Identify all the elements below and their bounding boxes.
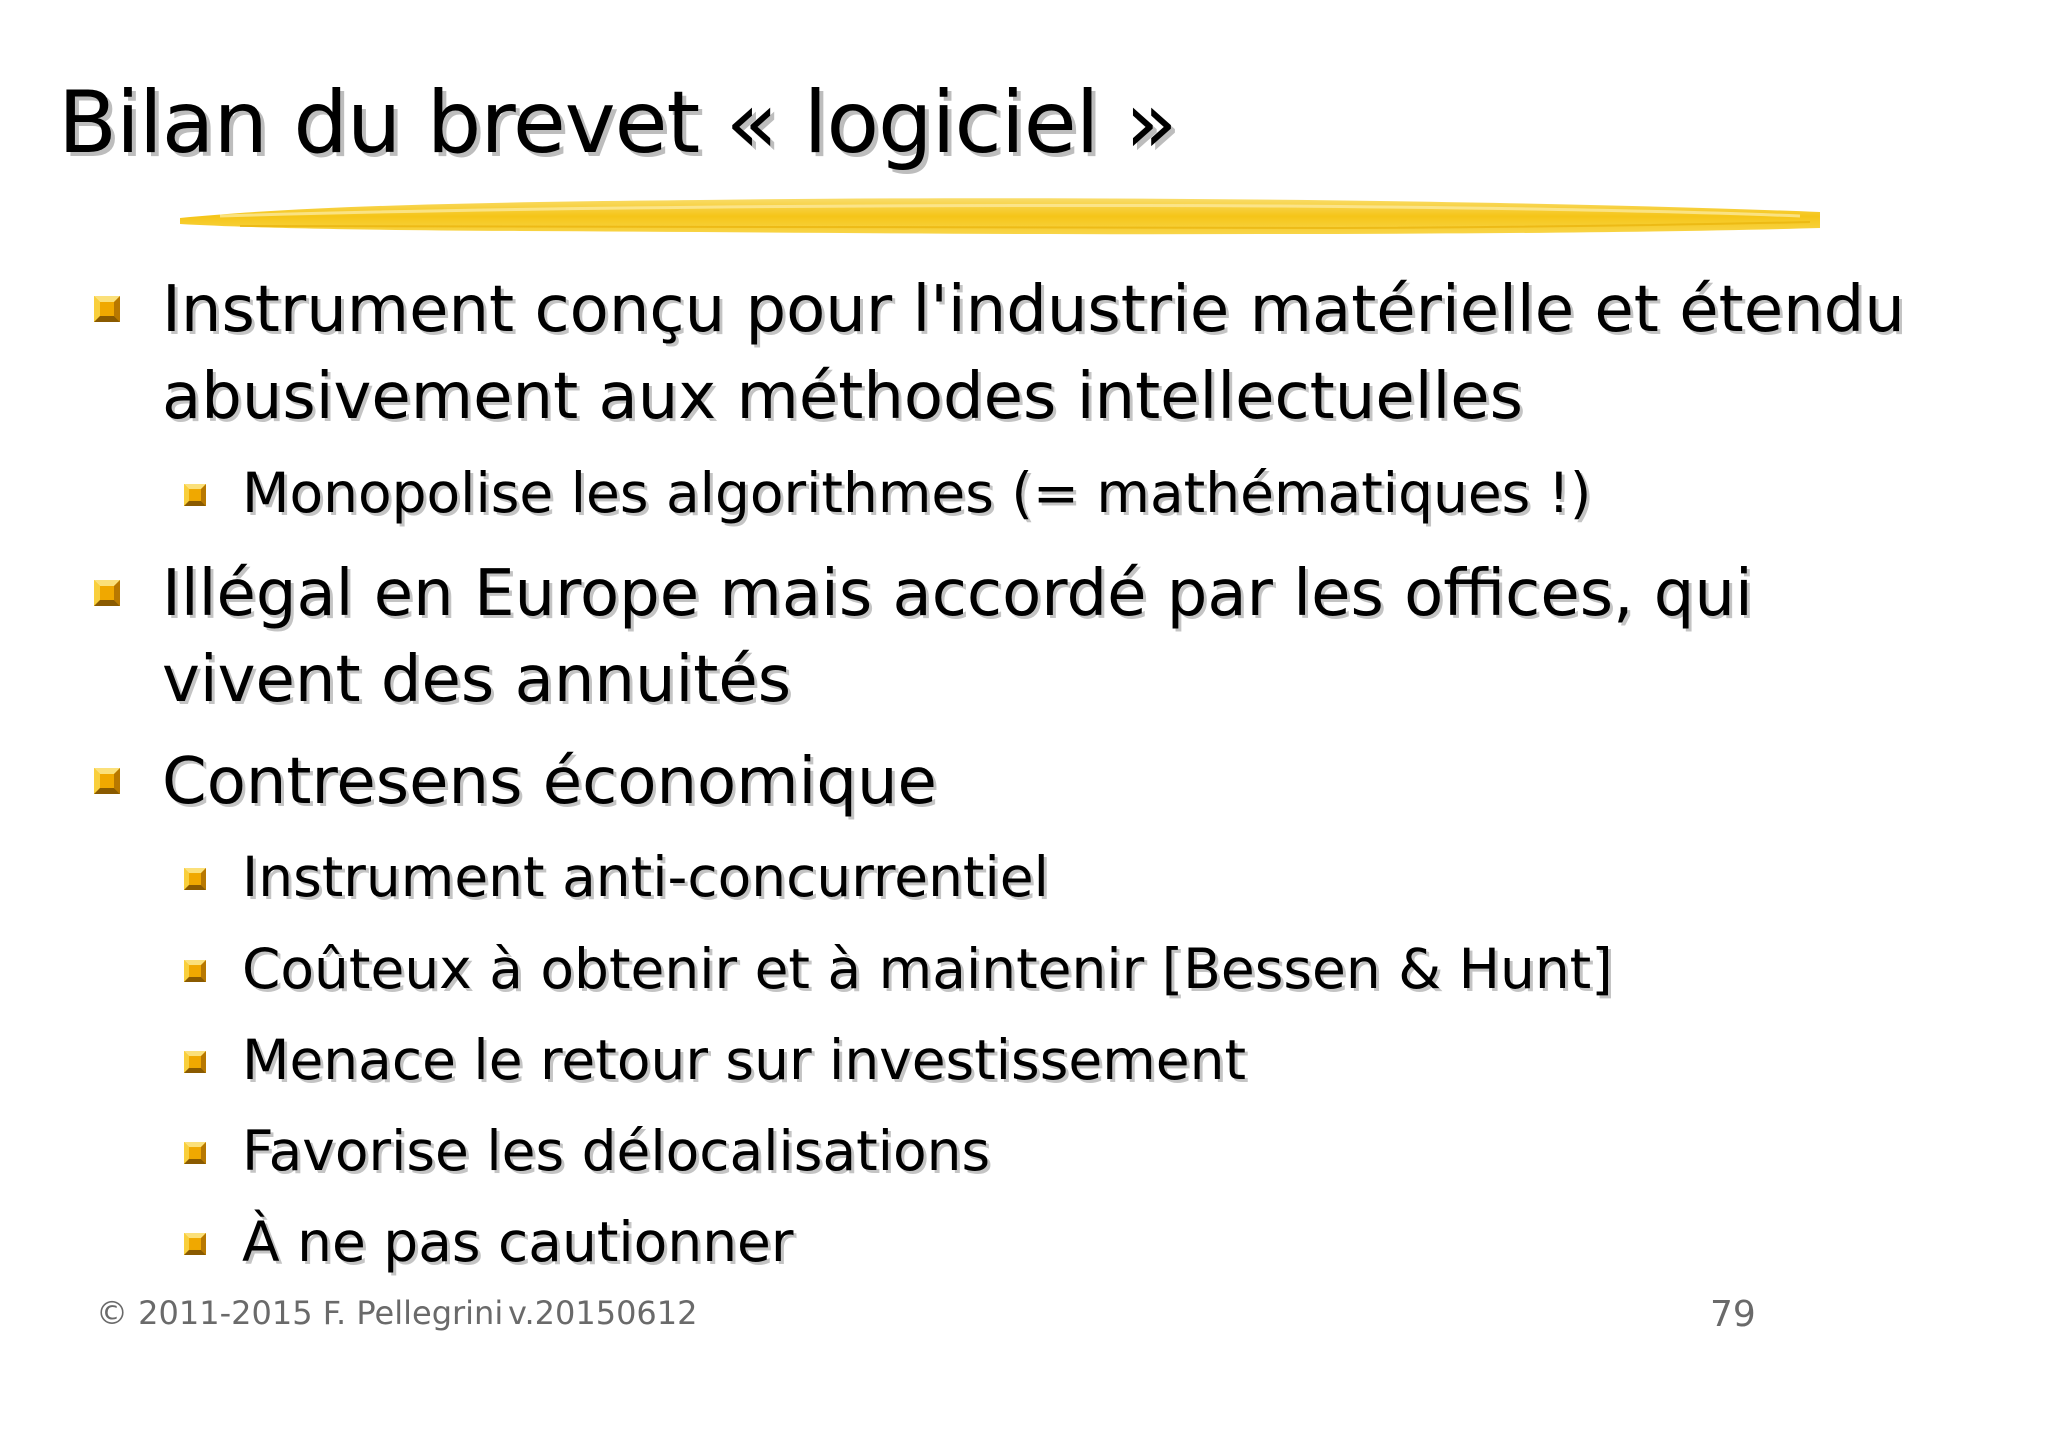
bullet-3-sub-3: Menace le retour sur investissement	[242, 1028, 1247, 1092]
title-underline-brush	[180, 188, 1820, 246]
bullet-2-line-1: Illégal en Europe mais accordé par les offices, qui	[162, 557, 1753, 631]
bullet-3-line-1: Contresens économique	[162, 745, 937, 819]
bullet-3-sub-1: Instrument anti-concurrentiel	[242, 845, 1049, 909]
sub-bullet-icon	[184, 484, 206, 506]
footer-copyright: © 2011-2015 F. Pellegrini	[96, 1294, 504, 1332]
bullet-icon	[94, 580, 120, 606]
bullet-2-line-2: vivent des annuités	[162, 643, 792, 717]
bullet-3-sub-2: Coûteux à obtenir et à maintenir [Bessen & Hunt]	[242, 937, 1613, 1001]
bullet-icon	[94, 296, 120, 322]
sub-bullet-icon	[184, 1233, 206, 1255]
sub-bullet-icon	[184, 1051, 206, 1073]
sub-bullet-icon	[184, 960, 206, 982]
bullet-icon	[94, 768, 120, 794]
sub-bullet-icon	[184, 868, 206, 890]
footer-version: v.20150612	[508, 1294, 698, 1332]
bullet-1-sub-1: Monopolise les algorithmes (= mathématiques !)	[242, 461, 1592, 525]
page-number: 79	[1710, 1294, 1756, 1335]
slide-title: Bilan du brevet « logiciel »	[58, 73, 1177, 173]
bullet-1-line-1: Instrument conçu pour l'industrie matérielle et étendu	[162, 273, 1905, 347]
bullet-3-sub-4: Favorise les délocalisations	[242, 1119, 991, 1183]
sub-bullet-icon	[184, 1142, 206, 1164]
bullet-3-sub-5: À ne pas cautionner	[242, 1210, 794, 1274]
bullet-1-line-2: abusivement aux méthodes intellectuelles	[162, 360, 1523, 434]
